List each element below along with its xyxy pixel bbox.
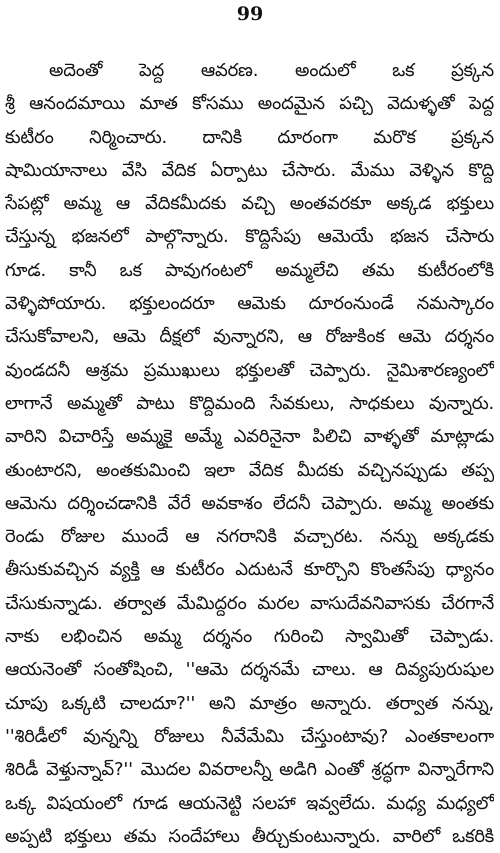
text-line: నాకు లభించిన అమ్మ దర్శనం గురించి స్వామితో చెప్పాడు. [5, 626, 494, 648]
text-line: కుటీరం నిర్మించారు. దానికి దూరంగా మరొక ప్రక్కన [5, 126, 494, 148]
text-line: వెళ్ళిపోయారు. భక్తులందరూ ఆమెకు దూరంనుండే నమస్కారం [5, 293, 494, 315]
text-line: ఆయనెంతో సంతోషించి, ''ఆమె దర్శనమే చాలు. ఆ దివ్యపురుషుల [5, 659, 494, 681]
text-line: ఒక్క విషయంలో గూడ ఆయనెట్టి సలహా ఇవ్వలేదు. మధ్య మధ్యలో [5, 792, 494, 814]
text-line: గూడ. కానీ ఒక పావుగంటలో అమ్మలేచి తమ కుటీరంలోకి [5, 259, 494, 281]
text-line: శ్రీ ఆనందమాయి మాత కోసము అందమైన పచ్చి వెదుళ్ళతో పెద్ద [5, 93, 494, 115]
text-line: రెండు రోజుల ముందే ఆ నగరానికి వచ్చారట. నన్ను అక్కడకు [5, 526, 494, 548]
text-line: వుండదనీ ఆశ్రమ ప్రముఖులు భక్తులతో చెప్పారు. నైమిశారణ్యంలో [5, 359, 494, 381]
text-line: అదెంతో పెద్ద ఆవరణ. అందులో ఒక ప్రక్కన [49, 60, 494, 81]
text-line: అప్పటి భక్తులు తమ సందేహాలు తీర్చుకుంటున్నారు. వారిలో ఒకరికి [5, 825, 494, 847]
text-line: లాగానే అమ్మతో పాటు కొద్దిమంది సేవకులు, సాధకులు వున్నారు. [5, 392, 494, 414]
text-line: ఆమెను దర్శించడానికి వేరే అవకాశం లేదనీ చెప్పారు. అమ్మ అంతకు [5, 492, 494, 514]
text-line: తుంటారని, అంతకుమించి ఇలా వేదిక మీదకు వచ్చినప్పుడు తప్ప [5, 459, 494, 481]
text-line: సేపట్లో అమ్మ ఆ వేదికమీదకు వచ్చి అంతవరకూ అక్కడ భక్తులు [5, 193, 494, 215]
text-line: తీసుకువచ్చిన వ్యక్తి ఆ కుటీరం ఎదుటనే కూర్చొని కొంతసేపు ధ్యానం [5, 559, 494, 581]
text-line: శిరిడీ వెళ్తున్నావ్?'' మొదల వివరాలన్నీ అడిగి ఎంతో శ్రద్ధగా విన్నారేగాని [5, 759, 494, 781]
text-line: చూపు ఒక్కటి చాలదూ?'' అని మాత్రం అన్నారు. తర్వాత నన్ను, [5, 692, 494, 714]
body-text [5, 54, 494, 853]
text-line: ''శిరిడీలో వున్నన్ని రోజులు నీవేమేమి చేస్తుంటావు? ఎంతకాలంగా [5, 725, 494, 747]
text-line: చేసుకోవాలని, ఆమె దీక్షలో వున్నారని, ఆ రోజుకింక ఆమె దర్శనం [5, 326, 494, 348]
page-number: 99 [236, 3, 264, 25]
text-line: చేసుకున్నాడు. తర్వాత మేమిద్దరం మరల వాసుదేవనివాసకు చేరగానే [5, 592, 494, 614]
text-line: వారిని విచారిస్తే అమ్మకై అమ్మే ఎవరినైనా పిలిచి వాళ్ళతో మాట్లాడు [5, 426, 494, 448]
text-line: షామియానాలు వేసి వేదిక ఏర్పాటు చేసారు. మేము వెళ్ళిన కొద్ది [5, 159, 494, 181]
text-line: చేస్తున్న భజనలో పాల్గొన్నారు. కొద్దిసేపు ఆమెయే భజన చేసారు [5, 226, 494, 248]
